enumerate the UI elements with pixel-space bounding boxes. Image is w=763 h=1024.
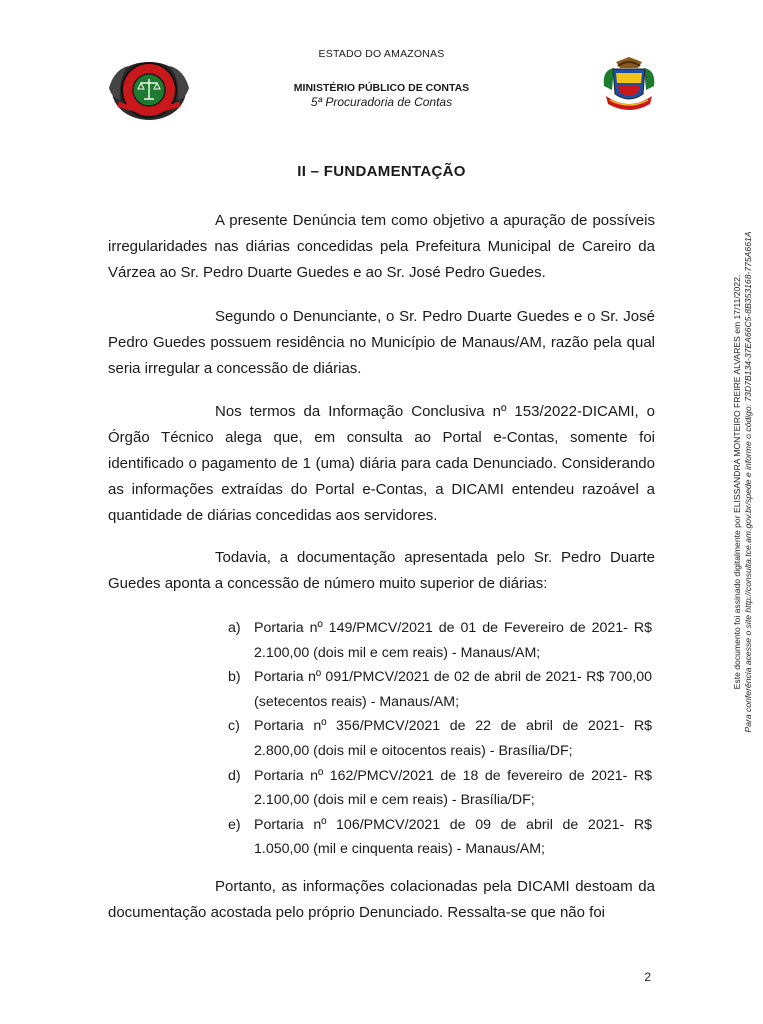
list-item: a) Portaria nº 149/PMCV/2021 de 01 de Fevereiro de 2021- R$ 2.100,00 (dois mil e cem reais) - Manaus/AM; (228, 620, 652, 661)
header-procuradoria: 5ª Procuradoria de Contas (310, 95, 453, 109)
page-number: 2 (644, 970, 651, 984)
digital-signature-stamp (732, 222, 754, 742)
list-item: d) Portaria nº 162/PMCV/2021 de 18 de fevereiro de 2021- R$ 2.100,00 (dois mil e cem reais) - Brasília/DF; (228, 767, 652, 809)
list-item: b) Portaria nº 091/PMCV/2021 de 02 de abril de 2021- R$ 700,00 (setecentos reais) - Manaus/AM; (228, 669, 652, 710)
list-item: e) Portaria nº 106/PMCV/2021 de 09 de abril de 2021- R$ 1.050,00 (mil e cinquenta reais) - Manaus/AM; (228, 816, 652, 858)
section-title: II – FUNDAMENTAÇÃO (297, 163, 466, 180)
paragraph-3: Nos termos da Informação Conclusiva nº 153/2022-DICAMI, o Órgão Técnico alega que, em consulta ao Portal e-Contas, somente foi identificado o pagamento de 1 (uma) diária para cada Denunciado. Considerando as informações extraídas do Portal e-Contas, a DICAMI entendeu razoável a quantidade de diárias concedidas aos servidores. (108, 403, 655, 524)
portarias-list (228, 616, 652, 862)
signature-line-2: Para conferência acesse o site http://consulta.tce.am.gov.br/spede e informe o código: 73D7B134-37EA66C5-8B353168-775A661A (743, 231, 753, 733)
header-state: ESTADO DO AMAZONAS (318, 48, 445, 60)
paragraph-2: Segundo o Denunciante, o Sr. Pedro Duarte Guedes e o Sr. José Pedro Guedes possuem residência no Município de Manaus/AM, razão pela qual seria irregular a concessão de diárias. (108, 308, 655, 377)
paragraph-4: Todavia, a documentação apresentada pelo Sr. Pedro Duarte Guedes aponta a concessão de número muito superior de diárias: (108, 549, 655, 592)
paragraph-5: Portanto, as informações colacionadas pela DICAMI destoam da documentação acostada pelo próprio Denunciado. Ressalta-se que não foi (108, 878, 655, 921)
header-ministry: MINISTÉRIO PÚBLICO DE CONTAS (293, 82, 470, 94)
signature-line-1: Este documento foi assinado digitalmente por ELISSANDRA MONTEIRO FREIRE ALVARES em 17/11/2022. (732, 274, 742, 690)
paragraph-1: A presente Denúncia tem como objetivo a apuração de possíveis irregularidades nas diárias concedidas pela Prefeitura Municipal de Careiro da Várzea ao Sr. Pedro Duarte Guedes e ao Sr. José Pedro Guedes. (108, 212, 655, 281)
list-item: c) Portaria nº 356/PMCV/2021 de 22 de abril de 2021- R$ 2.800,00 (dois mil e oitocentos reais) - Brasília/DF; (228, 718, 652, 759)
